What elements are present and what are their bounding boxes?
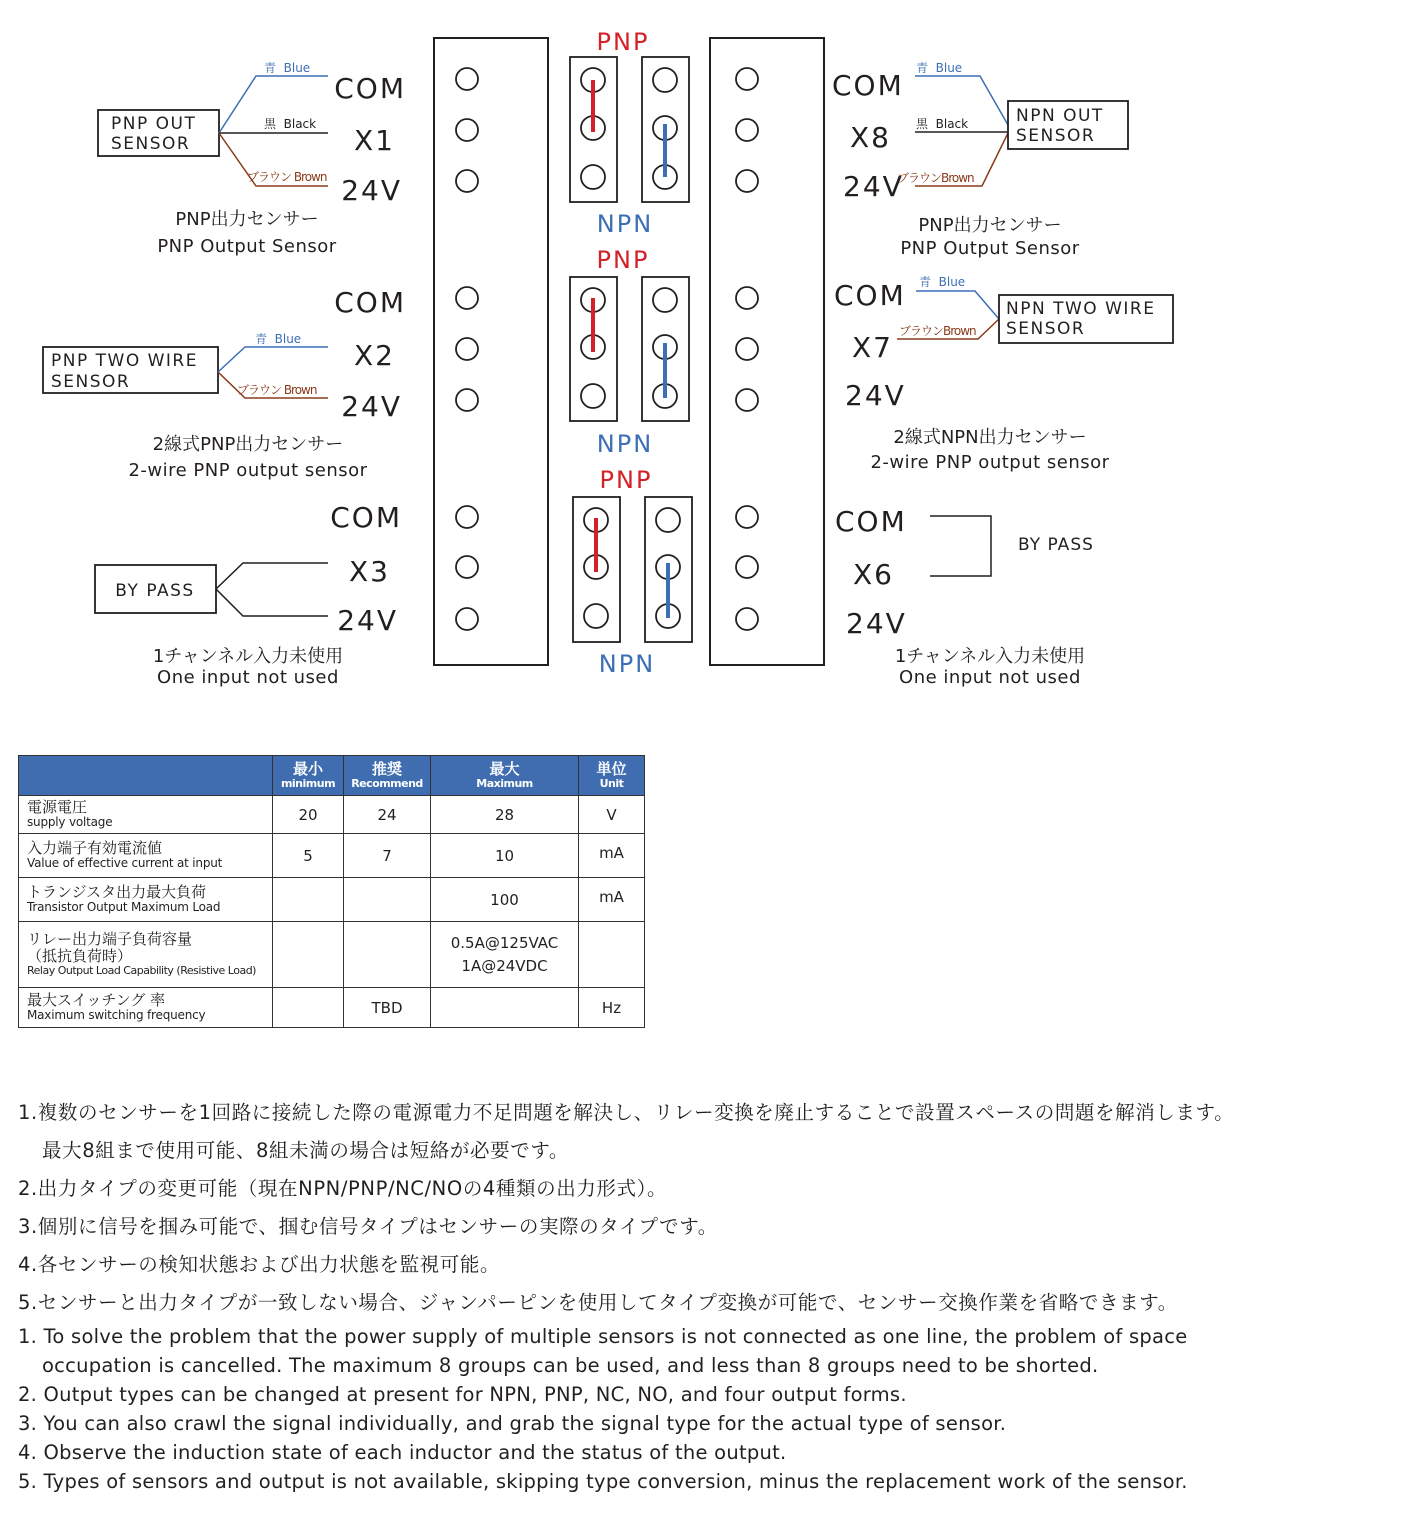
sensor-caption-en: PNP Output Sensor xyxy=(157,236,337,257)
sensor-caption-jp: 2線式PNP出力センサー xyxy=(152,434,344,455)
table-header-blank xyxy=(19,756,273,796)
row-label: 入力端子有効電流値 Value of effective current at input xyxy=(19,834,273,878)
cell-unit: Hz xyxy=(579,988,645,1028)
terminal-x1-label: X1 xyxy=(354,124,395,157)
sensor-box-line: PNP TWO WIRE xyxy=(51,351,198,371)
sensor-caption-en: 2-wire PNP output sensor xyxy=(128,460,368,481)
cell-recommend xyxy=(344,922,431,988)
sensor-caption-jp: 1チャンネル入力未使用 xyxy=(894,646,1086,667)
row-label: リレー出力端子負荷容量 （抵抗負荷時） Relay Output Load Capability (Resistive Load) xyxy=(19,922,273,988)
bypass-link xyxy=(216,563,328,616)
right-terminal-block xyxy=(710,38,824,665)
cell-max: 10 xyxy=(431,834,579,878)
cell-max: 0.5A@125VAC 1A@24VDC xyxy=(431,922,579,988)
terminal-24v-label: 24V xyxy=(341,390,402,423)
sensor-box-line: PNP OUT xyxy=(111,114,197,134)
cell-unit: V xyxy=(579,796,645,834)
sensor-box-line: NPN TWO WIRE xyxy=(1006,299,1156,319)
terminal-hole xyxy=(736,68,758,90)
note-jp: 5.センサーと出力タイプが一致しない場合、ジャンパーピンを使用してタイプ変換が可能で、センサー交換作業を省略できます。 xyxy=(18,1291,1178,1314)
terminal-hole xyxy=(736,608,758,630)
sensor-caption-jp: PNP出力センサー xyxy=(175,209,319,230)
wire-blue-label: 青 Blue xyxy=(264,61,311,75)
jumper-pnp-label: PNP xyxy=(596,28,650,56)
note-jp: 1.複数のセンサーを1回路に接続した際の電源電力不足問題を解決し、リレー変換を廃止することで設置スペースの問題を解消します。 xyxy=(18,1101,1235,1124)
cell-recommend: 24 xyxy=(344,796,431,834)
jumper-pin xyxy=(653,288,677,312)
left-terminal-block xyxy=(434,38,548,665)
bypass-link xyxy=(930,516,991,576)
sensor-caption-jp: PNP出力センサー xyxy=(918,215,1062,236)
terminal-com-label: COM xyxy=(330,501,402,534)
jumper-npn-label: NPN xyxy=(596,210,654,238)
wire-black-label: 黒 Black xyxy=(264,117,317,131)
cell-max xyxy=(431,988,579,1028)
note-en: 3. You can also crawl the signal individually, and grab the signal type for the actual type of sensor. xyxy=(18,1412,1007,1435)
note-jp: 3.個別に信号を掴み可能で、掴む信号タイプはセンサーの実際のタイプです。 xyxy=(18,1215,718,1238)
table-row xyxy=(19,922,645,988)
terminal-hole xyxy=(456,338,478,360)
cell-min xyxy=(273,988,344,1028)
table-row xyxy=(19,796,645,834)
wire-brown-label: ブラウンBrown xyxy=(897,171,974,185)
cell-recommend xyxy=(344,878,431,922)
terminal-hole xyxy=(736,170,758,192)
terminal-hole xyxy=(456,608,478,630)
sensor-caption-en: One input not used xyxy=(899,667,1081,688)
row-label: 最大スイッチング 率 Maximum switching frequency xyxy=(19,988,273,1028)
cell-min: 5 xyxy=(273,834,344,878)
cell-unit xyxy=(579,922,645,988)
table-row xyxy=(19,988,645,1028)
table-header-cell: 最小 minimum xyxy=(273,756,344,796)
wire-brown-label: ブラウン Brown xyxy=(247,170,327,184)
sensor-caption-en: One input not used xyxy=(157,667,339,688)
cell-recommend: 7 xyxy=(344,834,431,878)
note-en: 2. Output types can be changed at present for NPN, PNP, NC, NO, and four output forms. xyxy=(18,1383,907,1406)
sensor-caption-en: PNP Output Sensor xyxy=(900,238,1080,259)
sensor-box-line: SENSOR xyxy=(1006,319,1086,339)
table-header-row xyxy=(19,756,645,796)
wire-blue xyxy=(218,347,328,372)
wire-brown-label: ブラウンBrown xyxy=(899,324,976,338)
jumper-pin xyxy=(653,68,677,92)
terminal-24v-label: 24V xyxy=(337,604,398,637)
spec-table xyxy=(18,755,645,1028)
sensor-box-line: SENSOR xyxy=(111,134,191,154)
terminal-24v-label: 24V xyxy=(846,607,907,640)
wiring-diagram xyxy=(0,0,1408,700)
terminal-24v-label: 24V xyxy=(845,379,906,412)
cell-recommend: TBD xyxy=(344,988,431,1028)
terminal-hole xyxy=(456,287,478,309)
terminal-24v-label: 24V xyxy=(341,174,402,207)
note-en: 5. Types of sensors and output is not available, skipping type conversion, minus the replacement work of the sensor. xyxy=(18,1470,1188,1493)
cell-unit: mA xyxy=(579,834,645,878)
terminal-hole xyxy=(736,119,758,141)
table-header-cell: 単位 Unit xyxy=(579,756,645,796)
jumper-pnp-label: PNP xyxy=(599,466,653,494)
terminal-hole xyxy=(456,506,478,528)
note-jp: 2.出力タイプの変更可能（現在NPN/PNP/NC/NOの4種類の出力形式）。 xyxy=(18,1177,668,1200)
cell-unit: mA xyxy=(579,878,645,922)
terminal-hole xyxy=(456,556,478,578)
terminal-hole xyxy=(456,170,478,192)
cell-min: 20 xyxy=(273,796,344,834)
terminal-hole xyxy=(456,119,478,141)
jumper-pnp-label: PNP xyxy=(596,246,650,274)
terminal-com-label: COM xyxy=(832,69,904,102)
cell-min xyxy=(273,878,344,922)
terminal-x6-label: X6 xyxy=(853,558,894,591)
sensor-box-line: SENSOR xyxy=(51,372,131,392)
cell-max: 28 xyxy=(431,796,579,834)
sensor-box-line: SENSOR xyxy=(1016,126,1096,146)
row-label: トランジスタ出力最大負荷 Transistor Output Maximum Load xyxy=(19,878,273,922)
sensor-caption-en: 2-wire PNP output sensor xyxy=(870,452,1110,473)
wire-blue-label: 青 Blue xyxy=(255,332,302,346)
wire-blue-label: 青 Blue xyxy=(916,61,963,75)
note-en: 4. Observe the induction state of each inductor and the status of the output. xyxy=(18,1441,787,1464)
bypass-label: BY PASS xyxy=(1018,535,1094,555)
cell-max: 100 xyxy=(431,878,579,922)
table-header-cell: 推奨 Recommend xyxy=(344,756,431,796)
jumper-npn-label: NPN xyxy=(596,430,654,458)
terminal-hole xyxy=(736,389,758,411)
jumper-pin xyxy=(656,508,680,532)
sensor-caption-jp: 2線式NPN出力センサー xyxy=(893,427,1087,448)
bypass-label: BY PASS xyxy=(115,581,195,601)
terminal-hole xyxy=(456,389,478,411)
jumper-npn-label: NPN xyxy=(598,650,656,678)
terminal-x8-label: X8 xyxy=(850,121,891,154)
note-en: occupation is cancelled. The maximum 8 groups can be used, and less than 8 groups need to be shorted. xyxy=(42,1354,1099,1377)
table-header-cell: 最大 Maximum xyxy=(431,756,579,796)
wire-black-label: 黒 Black xyxy=(916,117,969,131)
terminal-x2-label: X2 xyxy=(354,339,395,372)
terminal-hole xyxy=(736,338,758,360)
cell-min xyxy=(273,922,344,988)
wire-blue-label: 青 Blue xyxy=(919,275,966,289)
sensor-box-line: NPN OUT xyxy=(1016,106,1104,126)
jumper-pin xyxy=(584,604,608,628)
terminal-com-label: COM xyxy=(334,286,406,319)
terminal-x7-label: X7 xyxy=(852,331,893,364)
jumper-pin xyxy=(581,165,605,189)
terminal-com-label: COM xyxy=(334,72,406,105)
note-jp: 4.各センサーの検知状態および出力状態を監視可能。 xyxy=(18,1253,501,1276)
table-row xyxy=(19,834,645,878)
wire-brown-label: ブラウン Brown xyxy=(237,383,317,397)
sensor-caption-jp: 1チャンネル入力未使用 xyxy=(152,646,344,667)
terminal-hole xyxy=(736,287,758,309)
table-row xyxy=(19,878,645,922)
terminal-com-label: COM xyxy=(834,279,906,312)
jumper-pin xyxy=(581,384,605,408)
terminal-hole xyxy=(736,556,758,578)
note-en: 1. To solve the problem that the power supply of multiple sensors is not connected as one line, the problem of space xyxy=(18,1325,1188,1348)
terminal-24v-label: 24V xyxy=(843,170,904,203)
wire-blue xyxy=(916,291,999,319)
row-label: 電源電圧 supply voltage xyxy=(19,796,273,834)
feature-notes xyxy=(18,1094,1398,1496)
terminal-x3-label: X3 xyxy=(349,555,390,588)
note-jp: 最大8組まで使用可能、8組未満の場合は短絡が必要です。 xyxy=(42,1139,569,1162)
terminal-hole xyxy=(456,68,478,90)
terminal-com-label: COM xyxy=(835,505,907,538)
terminal-hole xyxy=(736,506,758,528)
